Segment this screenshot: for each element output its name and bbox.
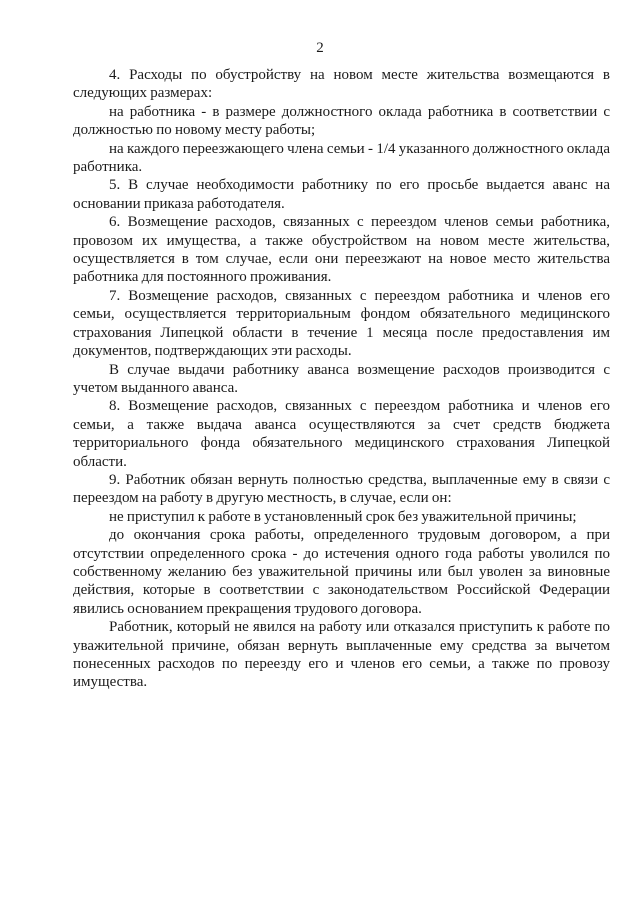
paragraph-item-6: 6. Возмещение расходов, связанных с переездом членов семьи работника, провозом их имущества, а также обустройством на новом месте жительства, осуществляется в том случае, если они переезжают на новое место жительства работника для постоянного проживания.	[73, 214, 610, 286]
paragraph-item-4: 4. Расходы по обустройству на новом месте жительства возмещаются в следующих размерах:	[73, 67, 610, 102]
paragraph-item-5: 5. В случае необходимости работнику по его просьбе выдается аванс на основании приказа работодателя.	[73, 177, 610, 212]
document-body	[73, 66, 610, 692]
paragraph-item-7: 7. Возмещение расходов, связанных с переездом работника и членов его семьи, осуществляется территориальным фондом обязательного медицинского страхования Липецкой области в течение 1 месяца после предоставления им документов, подтверждающих эти расходы.	[73, 287, 610, 360]
paragraph-family-member-share: на каждого переезжающего члена семьи - 1/4 указанного должностного оклада работника.	[73, 140, 610, 176]
paragraph-advance-accounting: В случае выдачи работнику аванса возмещение расходов производится с учетом выданного аванса.	[73, 361, 610, 396]
paragraph-item-8: 8. Возмещение расходов, связанных с переездом работника и членов его семьи, а также выдача аванса осуществляются за счет средств бюджета территориального фонда обязательного медицинского страхования Липецкой области.	[73, 398, 610, 470]
paragraph-employee-salary: на работника - в размере должностного оклада работника в соответствии с должностью по новому месту работы;	[73, 103, 610, 139]
paragraph-item-9: 9. Работник обязан вернуть полностью средства, выплаченные ему в связи с переездом на работу в другую местность, в случае, если он:	[73, 471, 610, 507]
paragraph-valid-reason-refund: Работник, который не явился на работу или отказался приступить к работе по уважительной причине, обязан вернуть выплаченные ему средства за вычетом понесенных расходов по переезду его и членов его семьи, а также по провозу имущества.	[73, 619, 610, 691]
paragraph-early-dismissal: до окончания срока работы, определенного трудовым договором, а при отсутствии определенного срока - до истечения одного года работы уволился по собственному желанию без уважительной причины или был уволен за виновные действия, которые в соответствии с законодательством Российской Федерации явились основанием прекращения трудового договора.	[73, 527, 610, 617]
page-number: 2	[316, 40, 324, 56]
paragraph-no-start: не приступил к работе в установленный срок без уважительной причины;	[109, 508, 577, 525]
